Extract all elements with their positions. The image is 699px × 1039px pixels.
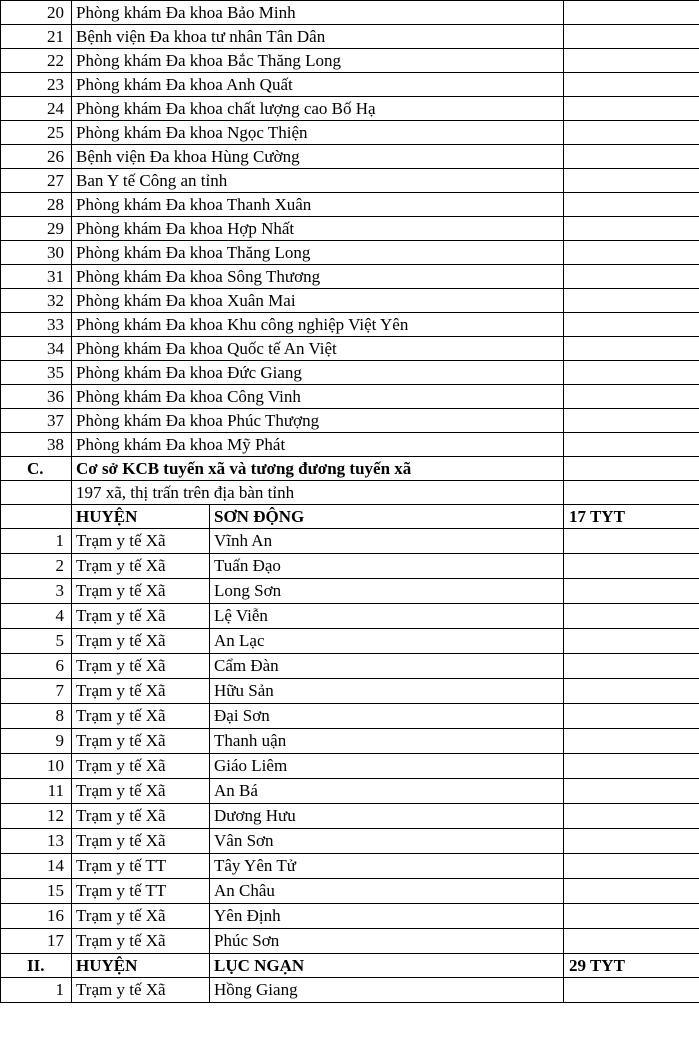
section-c-title: Cơ sở KCB tuyến xã và tương đương tuyến xã [72,457,564,481]
station-type: Trạm y tế Xã [72,929,210,954]
commune-name: Vân Sơn [210,829,564,854]
station-type: Trạm y tế Xã [72,579,210,604]
station-type: Trạm y tế Xã [72,978,210,1003]
row-number: 20 [1,1,72,25]
facility-row [1,409,699,433]
note-cell [564,604,699,629]
row-number: 29 [1,217,72,241]
district-son-dong-header-row [1,505,699,529]
health-station-row [1,704,699,729]
commune-name: Cẩm Đàn [210,654,564,679]
row-number: 2 [1,554,72,579]
note-cell [564,289,699,313]
station-type: Trạm y tế Xã [72,554,210,579]
station-type: Trạm y tế Xã [72,779,210,804]
note-cell [564,217,699,241]
commune-name: Thanh uận [210,729,564,754]
station-type: Trạm y tế Xã [72,804,210,829]
row-number: 30 [1,241,72,265]
commune-name: An Lạc [210,629,564,654]
note-cell [564,754,699,779]
section-c-header-row [1,457,699,481]
row-number: 36 [1,385,72,409]
facility-row [1,193,699,217]
note-cell [564,929,699,954]
commune-name: Hồng Giang [210,978,564,1003]
note-cell [564,241,699,265]
commune-name: Phúc Sơn [210,929,564,954]
station-type: Trạm y tế Xã [72,529,210,554]
facility-name: Bệnh viện Đa khoa tư nhân Tân Dân [72,25,564,49]
section-c-note-count-cell [564,481,699,505]
district-luc-ngan-header-row [1,954,699,978]
district-luc-ngan-name: LỤC NGẠN [210,954,564,978]
row-number: 5 [1,629,72,654]
facility-name: Phòng khám Đa khoa Thanh Xuân [72,193,564,217]
commune-name: Lệ Viễn [210,604,564,629]
note-cell [564,704,699,729]
row-number: 27 [1,169,72,193]
facility-name: Phòng khám Đa khoa Thăng Long [72,241,564,265]
health-station-row [1,754,699,779]
facility-table-body [1,1,699,1003]
station-type: Trạm y tế Xã [72,829,210,854]
facility-name: Phòng khám Đa khoa Anh Quất [72,73,564,97]
row-number: 7 [1,679,72,704]
note-cell [564,433,699,457]
health-station-row [1,904,699,929]
health-station-row [1,679,699,704]
facility-name: Phòng khám Đa khoa Mỹ Phát [72,433,564,457]
row-number: 26 [1,145,72,169]
note-cell [564,829,699,854]
note-cell [564,409,699,433]
row-number: 22 [1,49,72,73]
note-cell [564,385,699,409]
row-number: 34 [1,337,72,361]
health-station-row [1,879,699,904]
row-number: 16 [1,904,72,929]
facility-name: Phòng khám Đa khoa Sông Thương [72,265,564,289]
facility-name: Phòng khám Đa khoa Bảo Minh [72,1,564,25]
commune-name: Giáo Liêm [210,754,564,779]
row-number: 32 [1,289,72,313]
note-cell [564,337,699,361]
section-c-label: C. [1,457,72,481]
health-station-row [1,629,699,654]
row-number: 11 [1,779,72,804]
commune-name: Yên Định [210,904,564,929]
row-number: 23 [1,73,72,97]
facility-name: Phòng khám Đa khoa Quốc tế An Việt [72,337,564,361]
facility-row [1,313,699,337]
note-cell [564,49,699,73]
commune-name: Hữu Sản [210,679,564,704]
commune-name: Long Sơn [210,579,564,604]
facility-name: Phòng khám Đa khoa Ngọc Thiện [72,121,564,145]
row-number: 24 [1,97,72,121]
station-type: Trạm y tế TT [72,879,210,904]
row-number: 10 [1,754,72,779]
facility-row [1,49,699,73]
row-number: 21 [1,25,72,49]
station-type: Trạm y tế Xã [72,729,210,754]
section-c-note: 197 xã, thị trấn trên địa bàn tỉnh [72,481,564,505]
row-number: 31 [1,265,72,289]
note-cell [564,73,699,97]
facility-row [1,265,699,289]
note-cell [564,654,699,679]
facility-name: Phòng khám Đa khoa Xuân Mai [72,289,564,313]
facility-name: Ban Y tế Công an tỉnh [72,169,564,193]
health-station-row [1,729,699,754]
row-number: 9 [1,729,72,754]
section-c-note-row [1,481,699,505]
facility-name: Phòng khám Đa khoa Công Vinh [72,385,564,409]
facility-row [1,73,699,97]
note-cell [564,879,699,904]
note-cell [564,679,699,704]
section-c-note-empty-cell [1,481,72,505]
note-cell [564,904,699,929]
note-cell [564,265,699,289]
health-station-row [1,829,699,854]
note-cell [564,579,699,604]
facility-row [1,217,699,241]
commune-name: Tuấn Đạo [210,554,564,579]
row-number: 37 [1,409,72,433]
facility-row [1,433,699,457]
station-type: Trạm y tế Xã [72,904,210,929]
facility-name: Phòng khám Đa khoa chất lượng cao Bố Hạ [72,97,564,121]
row-number: 17 [1,929,72,954]
district-son-dong-count: 17 TYT [564,505,699,529]
note-cell [564,729,699,754]
note-cell [564,121,699,145]
facility-row [1,145,699,169]
note-cell [564,193,699,217]
facility-row [1,241,699,265]
note-cell [564,854,699,879]
note-cell [564,97,699,121]
health-station-row [1,654,699,679]
facility-row [1,361,699,385]
note-cell [564,529,699,554]
facility-name: Phòng khám Đa khoa Hợp Nhất [72,217,564,241]
row-number: 8 [1,704,72,729]
station-type: Trạm y tế Xã [72,604,210,629]
district-son-dong-name: SƠN ĐỘNG [210,505,564,529]
row-number: 6 [1,654,72,679]
station-type: Trạm y tế Xã [72,679,210,704]
row-number: 1 [1,529,72,554]
facility-row [1,385,699,409]
commune-name: Vĩnh An [210,529,564,554]
commune-name: An Châu [210,879,564,904]
health-station-row [1,554,699,579]
note-cell [564,554,699,579]
commune-name: Dương Hưu [210,804,564,829]
health-station-row [1,804,699,829]
row-number: 33 [1,313,72,337]
note-cell [564,779,699,804]
commune-name: Tây Yên Tử [210,854,564,879]
health-station-row [1,779,699,804]
row-number: 12 [1,804,72,829]
row-number: 35 [1,361,72,385]
row-number: 38 [1,433,72,457]
row-number: 25 [1,121,72,145]
health-station-row [1,579,699,604]
station-type: Trạm y tế Xã [72,654,210,679]
note-cell [564,629,699,654]
district-son-dong-huyen: HUYỆN [72,505,210,529]
facility-row [1,25,699,49]
health-station-row [1,978,699,1003]
station-type: Trạm y tế Xã [72,629,210,654]
facility-row [1,121,699,145]
row-number: 13 [1,829,72,854]
station-type: Trạm y tế Xã [72,754,210,779]
district-son-dong-label [1,505,72,529]
health-station-row [1,854,699,879]
note-cell [564,804,699,829]
health-station-row [1,529,699,554]
facility-row [1,289,699,313]
facility-row [1,97,699,121]
facility-row [1,169,699,193]
station-type: Trạm y tế TT [72,854,210,879]
health-station-row [1,929,699,954]
facility-name: Phòng khám Đa khoa Phúc Thượng [72,409,564,433]
row-number: 28 [1,193,72,217]
commune-name: An Bá [210,779,564,804]
note-cell [564,1,699,25]
facility-name: Phòng khám Đa khoa Bắc Thăng Long [72,49,564,73]
note-cell [564,145,699,169]
health-station-row [1,604,699,629]
district-luc-ngan-label: II. [1,954,72,978]
commune-name: Đại Sơn [210,704,564,729]
row-number: 3 [1,579,72,604]
facility-name: Bệnh viện Đa khoa Hùng Cường [72,145,564,169]
row-number: 4 [1,604,72,629]
section-c-count-cell [564,457,699,481]
facility-name: Phòng khám Đa khoa Đức Giang [72,361,564,385]
row-number: 14 [1,854,72,879]
district-luc-ngan-huyen: HUYỆN [72,954,210,978]
row-number: 15 [1,879,72,904]
station-type: Trạm y tế Xã [72,704,210,729]
note-cell [564,169,699,193]
note-cell [564,978,699,1003]
note-cell [564,25,699,49]
facility-row [1,337,699,361]
note-cell [564,313,699,337]
facility-name: Phòng khám Đa khoa Khu công nghiệp Việt Yên [72,313,564,337]
note-cell [564,361,699,385]
district-luc-ngan-count: 29 TYT [564,954,699,978]
facility-row [1,1,699,25]
row-number: 1 [1,978,72,1003]
